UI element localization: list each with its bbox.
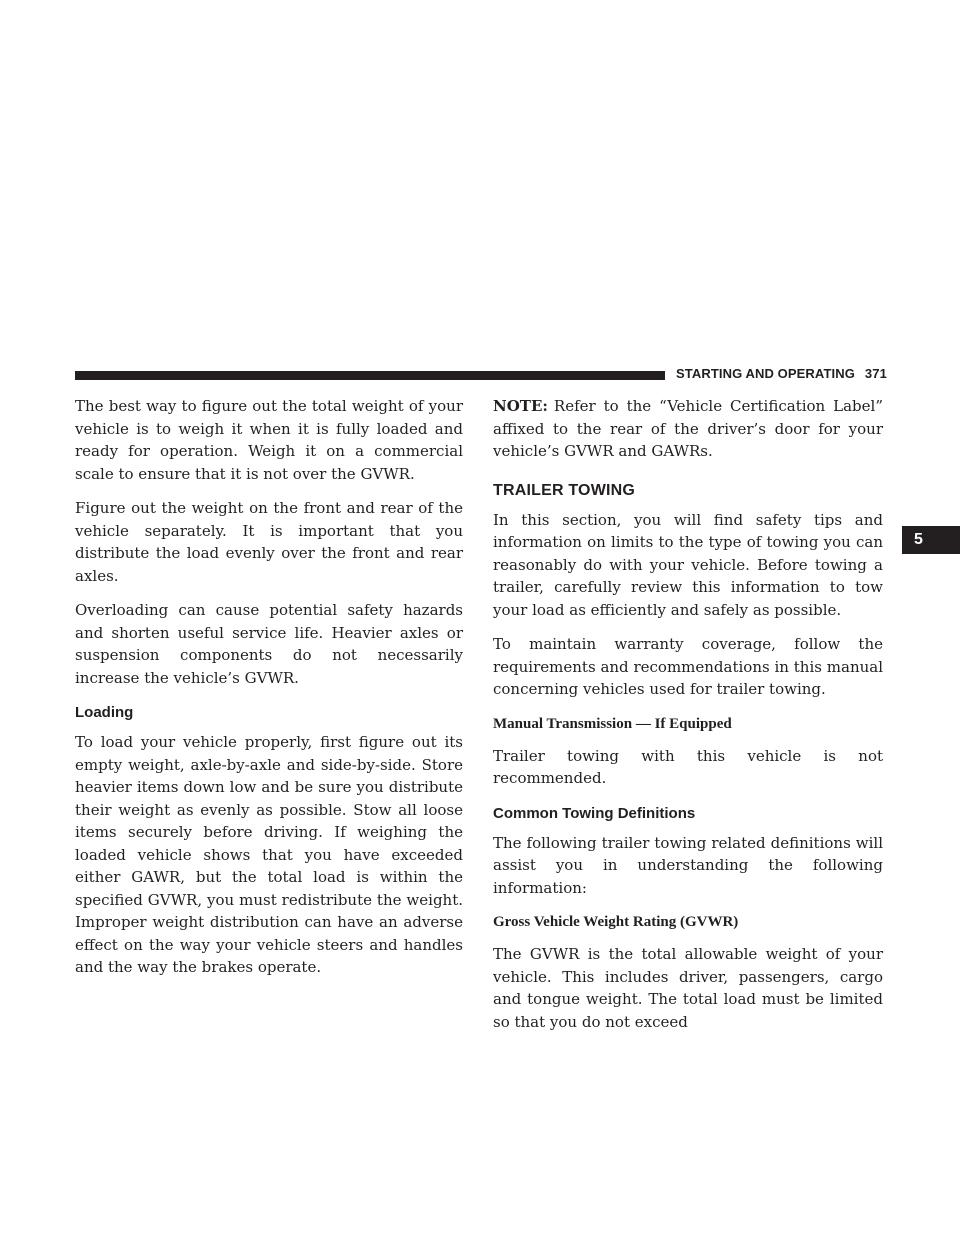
paragraph: In this section, you will find safety tips and information on limits to the type of towing you can reasonably do with your vehicle. Before towing a trailer, carefully review this information to tow your load as efficiently and safely as possible. bbox=[493, 510, 883, 619]
paragraph: Trailer towing with this vehicle is not recommended. bbox=[493, 746, 883, 787]
definitions-heading: Common Towing Definitions bbox=[493, 804, 696, 822]
left-column bbox=[75, 395, 463, 991]
paragraph: The following trailer towing related definitions will assist you in understanding the following information: bbox=[493, 833, 883, 897]
gvwr-heading: Gross Vehicle Weight Rating (GVWR) bbox=[493, 914, 739, 930]
running-header bbox=[676, 365, 886, 383]
paragraph: Figure out the weight on the front and rear of the vehicle separately. It is important that you distribute the load evenly over the front and rear axles. bbox=[75, 499, 463, 585]
manual-transmission-heading: Manual Transmission — If Equipped bbox=[493, 715, 732, 732]
paragraph: To load your vehicle properly, first figure out its empty weight, axle-by-axle and side-by-side. Store heavier items down low and be sure you distribute their weight as evenly as possible. Stow all loose items securely before driving. If weighing the loaded vehicle shows that you have exceeded either GAWR, but the total load is within the specified GVWR, you must redistribute the weight. Improper weight distribution can have an adverse effect on the way your vehicle steers and handles and the way the brakes operate. bbox=[75, 733, 463, 976]
trailer-towing-heading: TRAILER TOWING bbox=[493, 481, 636, 499]
header-rule bbox=[75, 371, 665, 380]
note-label: NOTE: bbox=[493, 397, 548, 415]
chapter-tab: 5 bbox=[902, 526, 960, 554]
note-text: Refer to the “Vehicle Certification Label” affixed to the rear of the driver’s door for your vehicle’s GVWR and GAWRs. bbox=[493, 397, 883, 460]
right-column bbox=[493, 395, 883, 1045]
section-title: STARTING AND OPERATING bbox=[676, 366, 855, 381]
paragraph: To maintain warranty coverage, follow the requirements and recommendations in this manual concerning vehicles used for trailer towing. bbox=[493, 635, 883, 698]
note-paragraph bbox=[493, 395, 883, 463]
page-number: 371 bbox=[864, 366, 887, 381]
paragraph: Overloading can cause potential safety hazards and shorten useful service life. Heavier axles or suspension components do not necessarily increase the vehicle’s GVWR. bbox=[75, 601, 463, 687]
paragraph: The best way to figure out the total weight of your vehicle is to weigh it when it is fully loaded and ready for operation. Weigh it on a commercial scale to ensure that it is not over the GVWR. bbox=[75, 397, 463, 483]
loading-heading: Loading bbox=[75, 704, 134, 721]
paragraph: The GVWR is the total allowable weight of your vehicle. This includes driver, passengers, cargo and tongue weight. The total load must be limited so that you do not exceed bbox=[493, 945, 883, 1031]
